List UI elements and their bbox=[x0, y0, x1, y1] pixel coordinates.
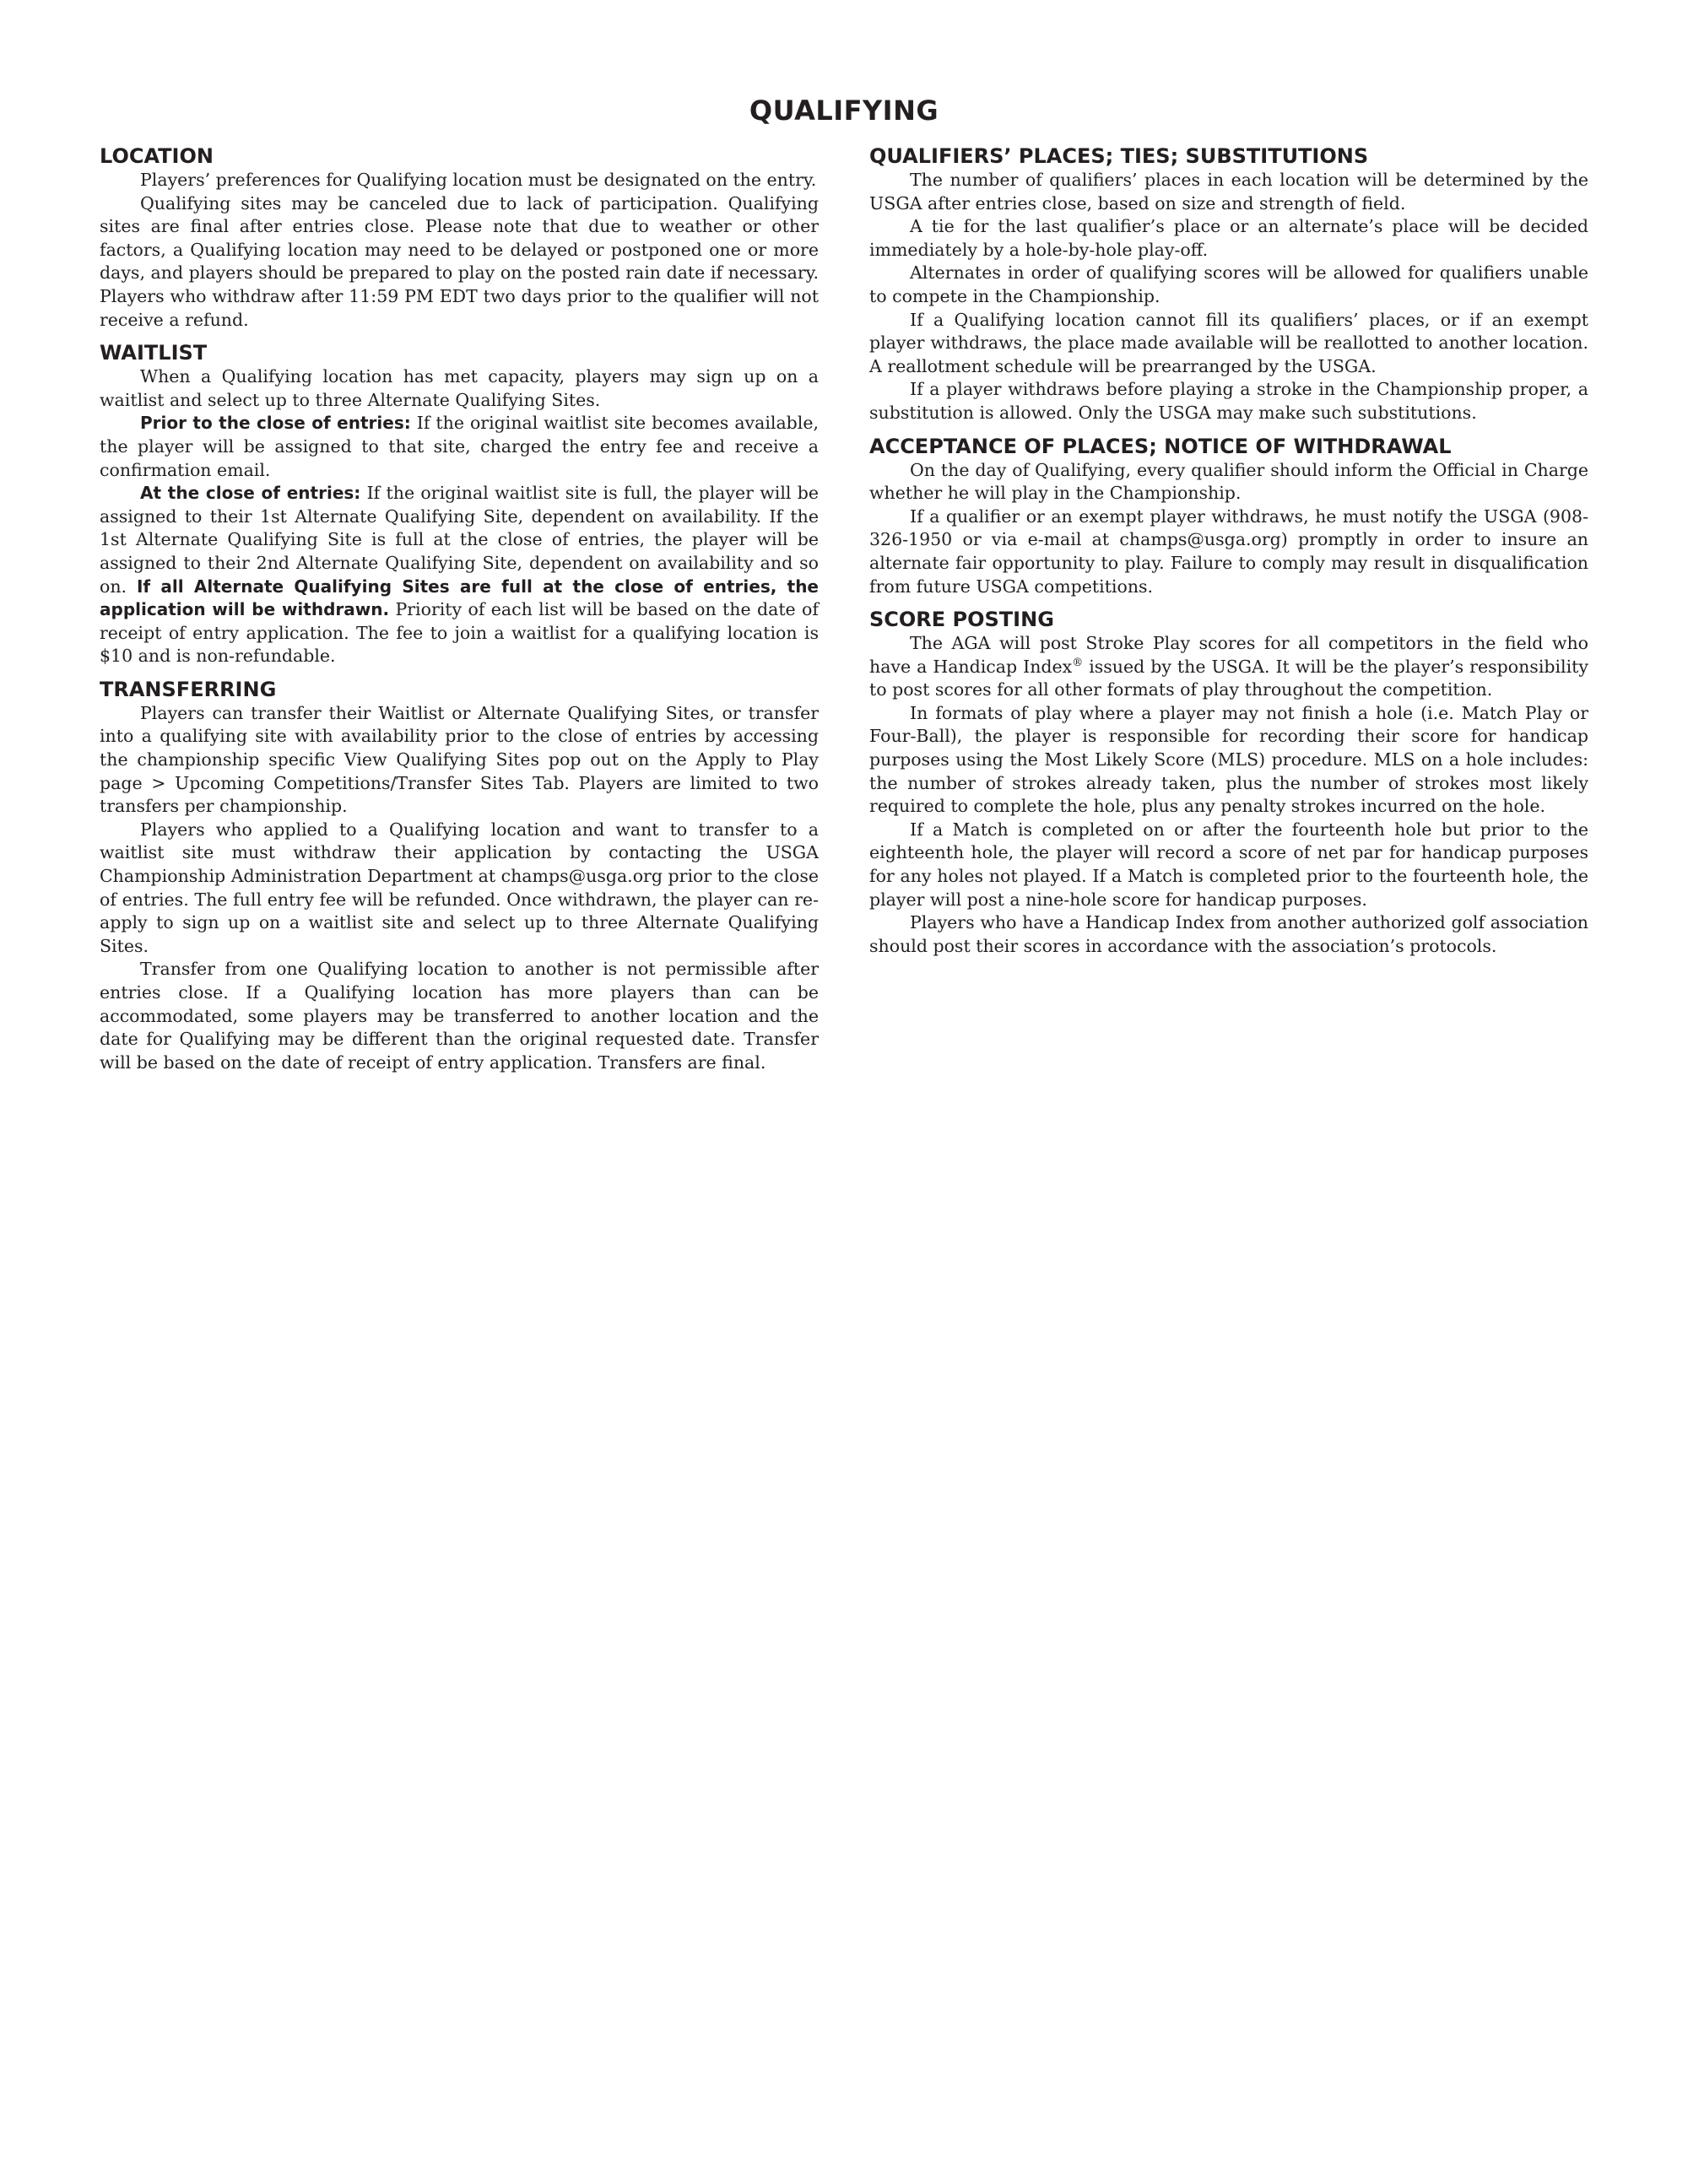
bold-lead-in: At the close of entries: bbox=[140, 483, 361, 504]
paragraph: If a Match is completed on or after the fourteenth hole but prior to the eighteenth hole, the player will record a score of net par for handicap purposes for any holes not played. If a Match is completed prior to the fourteenth hole, the player will post a nine-hole score for handicap purposes. bbox=[869, 819, 1588, 910]
paragraph-text: issued by the USGA. It will be the player’s responsibility to post scores for all other formats of play throughout the competition. bbox=[869, 656, 1588, 700]
section-waitlist bbox=[100, 340, 819, 668]
paragraph: In formats of play where a player may not finish a hole (i.e. Match Play or Four-Ball), the player is responsible for recording their score for handicap purposes using the Most Likely Score (MLS) procedure. MLS on a hole includes: the number of strokes already taken, plus the number of strokes most likely required to complete the hole, plus any penalty strokes incurred on the hole. bbox=[869, 702, 1588, 817]
section-acceptance bbox=[869, 434, 1588, 599]
paragraph: Players’ preferences for Qualifying location must be designated on the entry. bbox=[140, 170, 817, 190]
section-heading-location: LOCATION bbox=[100, 144, 214, 168]
registered-mark: ® bbox=[1072, 656, 1084, 669]
section-qualifiers bbox=[869, 143, 1588, 425]
paragraph: If a Qualifying location cannot fill its qualifiers’ places, or if an exempt player withdraws, the place made available will be reallotted to another location. A reallotment schedule will be prearranged by the USGA. bbox=[869, 309, 1588, 376]
section-score-posting bbox=[869, 607, 1588, 958]
paragraph: If a player withdraws before playing a stroke in the Championship proper, a substitution is allowed. Only the USGA may make such substitutions. bbox=[869, 379, 1588, 423]
paragraph-text: If the original waitlist site is full, the player will be assigned to their 1st Alternate Qualifying Site, dependent on availability. If the 1st Alternate Qualifying Site is full at the close of entries, the player will be assigned to their 2nd Alternate Qualifying Site, dependent on availability and so on. bbox=[100, 483, 819, 597]
section-heading-waitlist: WAITLIST bbox=[100, 341, 208, 365]
paragraph: Players who have a Handicap Index from another authorized golf association should post their scores in accordance with the association’s protocols. bbox=[869, 912, 1588, 956]
section-heading-score-posting: SCORE POSTING bbox=[869, 608, 1054, 632]
paragraph: A tie for the last qualifier’s place or an alternate’s place will be decided immediately by a hole-by-hole play-off. bbox=[869, 216, 1588, 260]
section-heading-acceptance: ACCEPTANCE OF PLACES; NOTICE OF WITHDRAWAL bbox=[869, 434, 1452, 458]
bold-emphasis: If all Alternate Qualifying Sites are full at the close of entries, the application will be withdrawn. bbox=[100, 576, 820, 620]
paragraph: The number of qualifiers’ places in each location will be determined by the USGA after entries close, based on size and strength of field. bbox=[869, 170, 1588, 214]
bold-lead-in: Prior to the close of entries: bbox=[140, 413, 411, 434]
paragraph-text: Priority of each list will be based on the date of receipt of entry application. The fee to join a waitlist for a qualifying location is $10 and is non-refundable. bbox=[100, 599, 819, 667]
paragraph-text: If the original waitlist site becomes available, the player will be assigned to that site, charged the entry fee and receive a confirmation email. bbox=[100, 413, 820, 480]
paragraph: On the day of Qualifying, every qualifier should inform the Official in Charge whether he will play in the Championship. bbox=[869, 459, 1588, 504]
paragraph: Players can transfer their Waitlist or Alternate Qualifying Sites, or transfer into a qualifying site with availability prior to the close of entries by accessing the championship specific View Qualifying Sites pop out on the Apply to Play page > Upcoming Competitions/Transfer Sites Tab. Players are limited to two transfers per championship. bbox=[100, 702, 819, 817]
right-column bbox=[869, 143, 1588, 966]
section-transferring bbox=[100, 677, 819, 1075]
paragraph: Qualifying sites may be canceled due to lack of participation. Qualifying sites are final after entries close. Please note that due to weather or other factors, a Qualifying location may need to be delayed or postponed one or more days, and players should be prepared to play on the posted rain date if necessary. Players who withdraw after 11:59 PM EDT two days prior to the qualifier will not receive a refund. bbox=[100, 192, 819, 330]
paragraph: If a qualifier or an exempt player withdraws, he must notify the USGA (908-326-1950 or via e-mail at champs@usga.org) promptly in order to insure an alternate fair opportunity to play. Failure to comply may result in disqualification from future USGA competitions. bbox=[869, 505, 1588, 597]
section-heading-qualifiers: QUALIFIERS’ PLACES; TIES; SUBSTITUTIONS bbox=[869, 144, 1369, 168]
page-title: QUALIFYING bbox=[749, 95, 939, 127]
paragraph bbox=[869, 632, 1588, 702]
paragraph: When a Qualifying location has met capacity, players may sign up on a waitlist and select up to three Alternate Qualifying Sites. bbox=[100, 366, 819, 410]
section-location bbox=[100, 143, 819, 332]
paragraph: Players who applied to a Qualifying location and want to transfer to a waitlist site must withdraw their application by contacting the USGA Championship Administration Department at champs@usga.org prior to the close of entries. The full entry fee will be refunded. Once withdrawn, the player can re-apply to sign up on a waitlist site and select up to three Alternate Qualifying Sites. bbox=[100, 819, 819, 956]
paragraph: Alternates in order of qualifying scores will be allowed for qualifiers unable to compete in the Championship. bbox=[869, 262, 1588, 306]
paragraph: Transfer from one Qualifying location to another is not permissible after entries close. If a Qualifying location has more players than can be accommodated, some players may be transferred to another location and the date for Qualifying may be different than the original requested date. Transfer will be based on the date of receipt of entry application. Transfers are final. bbox=[100, 959, 819, 1073]
paragraph-text: The AGA will post Stroke Play scores for all competitors in the field who have a Handicap Index bbox=[869, 633, 1588, 677]
paragraph bbox=[100, 412, 819, 482]
section-heading-transferring: TRANSFERRING bbox=[100, 677, 277, 701]
paragraph bbox=[100, 482, 819, 668]
left-column bbox=[100, 143, 819, 1083]
